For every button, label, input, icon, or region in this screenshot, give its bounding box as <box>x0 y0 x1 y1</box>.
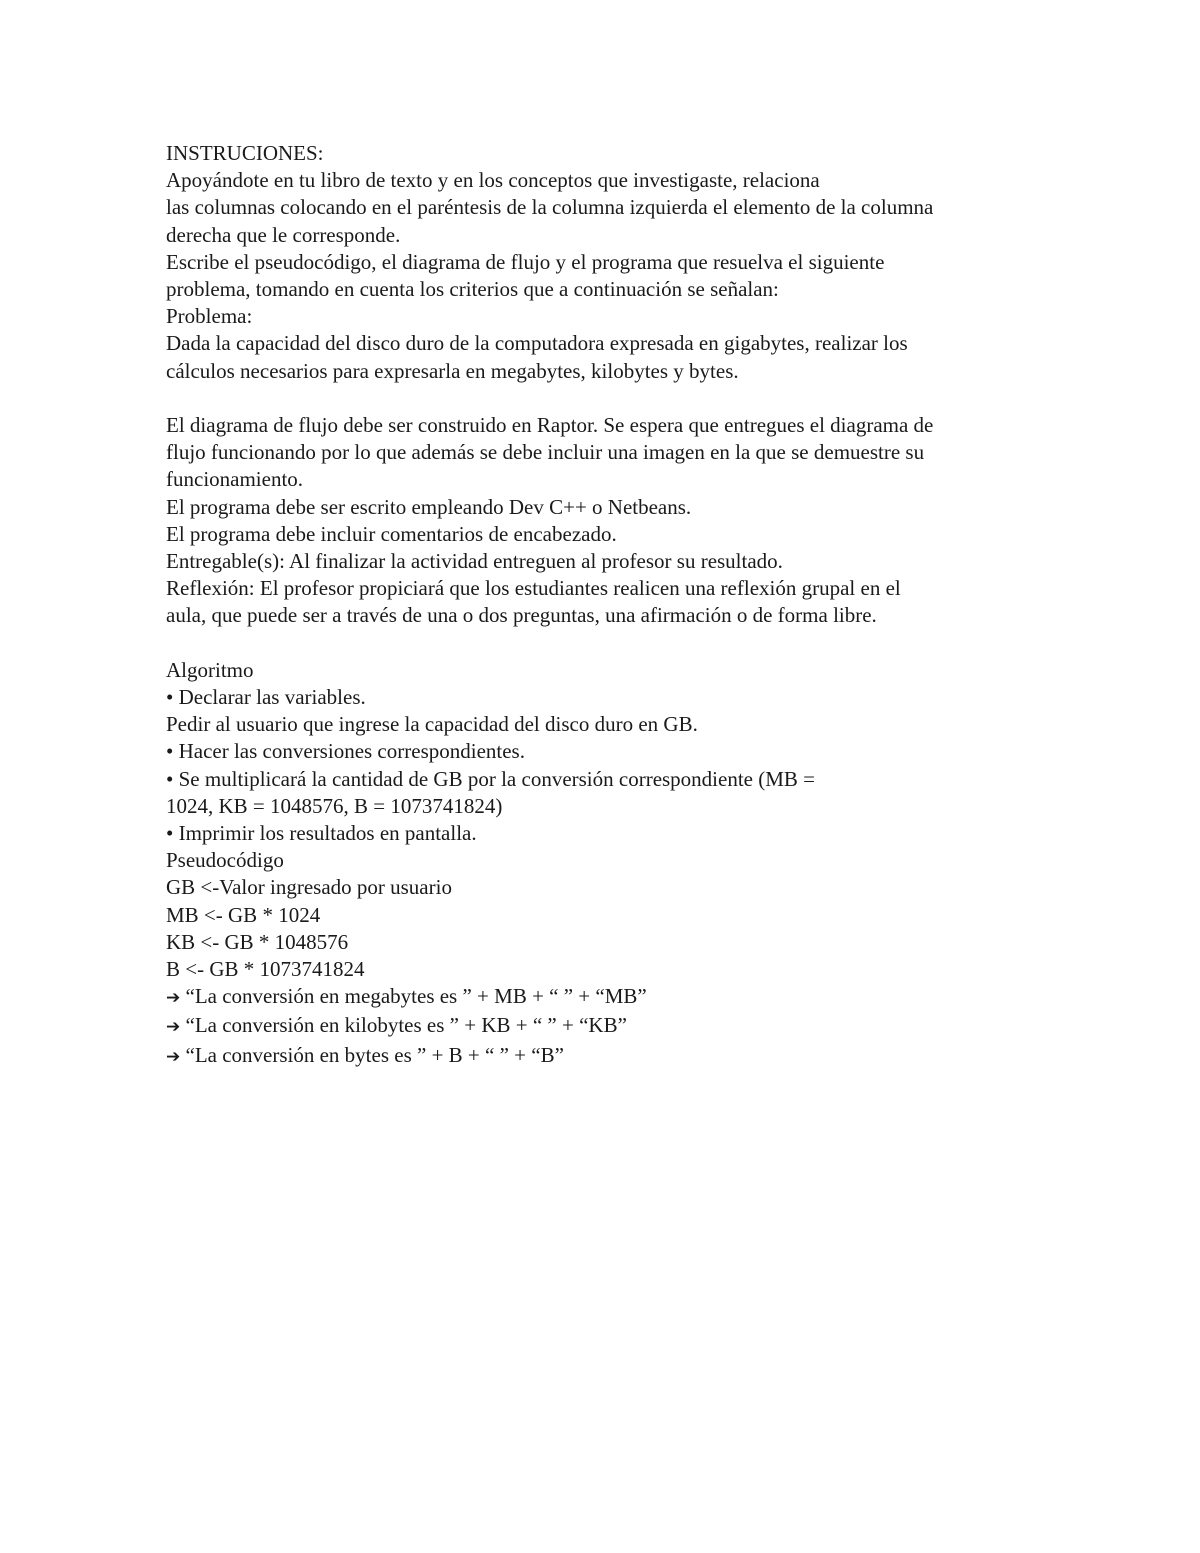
instructions-line: problema, tomando en cuenta los criterios que a continuación se señalan: <box>166 277 779 302</box>
output-text: “La conversión en kilobytes es ” + KB + “ ” + “KB” <box>185 1013 627 1038</box>
output-text: “La conversión en megabytes es ” + MB + “ ” + “MB” <box>185 984 647 1009</box>
instructions-line: Apoyándote en tu libro de texto y en los conceptos que investigaste, relaciona <box>166 168 820 193</box>
criteria-line: Reflexión: El profesor propiciará que los estudiantes realicen una reflexión grupal en el <box>166 576 901 601</box>
instructions-line: las columnas colocando en el paréntesis de la columna izquierda el elemento de la columna <box>166 195 934 220</box>
arrow-icon: ➔ <box>166 988 181 1009</box>
output-line <box>166 1012 1046 1041</box>
algorithm-step: • Hacer las conversiones correspondientes. <box>166 739 525 764</box>
instructions-line: derecha que le corresponde. <box>166 222 401 247</box>
criteria-line: El programa debe ser escrito empleando Dev C++ o Netbeans. <box>166 494 692 519</box>
pseudocode-line: B <- GB * 1073741824 <box>166 957 365 982</box>
algorithm-step: • Declarar las variables. <box>166 685 366 710</box>
algorithm-step: • Imprimir los resultados en pantalla. <box>166 821 477 846</box>
criteria-line: flujo funcionando por lo que además se debe incluir una imagen en la que se demuestre su <box>166 440 925 465</box>
pseudocode-heading: Pseudocódigo <box>166 848 284 873</box>
output-line <box>166 983 1046 1012</box>
problem-heading: Problema: <box>166 304 253 329</box>
criteria-line: aula, que puede ser a través de una o dos preguntas, una afirmación o de forma libre. <box>166 603 877 628</box>
document-body <box>166 140 1046 1071</box>
arrow-icon: ➔ <box>166 1017 181 1038</box>
algorithm-step: • Se multiplicará la cantidad de GB por la conversión correspondiente (MB = <box>166 766 816 791</box>
problem-line: cálculos necesarios para expresarla en megabytes, kilobytes y bytes. <box>166 358 739 383</box>
output-text: “La conversión en bytes es ” + B + “ ” + “B” <box>185 1042 564 1067</box>
pseudocode-line: GB <-Valor ingresado por usuario <box>166 875 452 900</box>
pseudocode-line: KB <- GB * 1048576 <box>166 929 349 954</box>
algorithm-step: 1024, KB = 1048576, B = 1073741824) <box>166 793 503 818</box>
criteria-line: El diagrama de flujo debe ser construido en Raptor. Se espera que entregues el diagrama de <box>166 413 934 438</box>
pseudocode-line: MB <- GB * 1024 <box>166 902 321 927</box>
criteria-line: Entregable(s): Al finalizar la actividad entreguen al profesor su resultado. <box>166 549 783 574</box>
arrow-icon: ➔ <box>166 1046 181 1067</box>
instructions-line: Escribe el pseudocódigo, el diagrama de flujo y el programa que resuelva el siguiente <box>166 249 885 274</box>
problem-line: Dada la capacidad del disco duro de la computadora expresada en gigabytes, realizar los <box>166 331 908 356</box>
output-line <box>166 1042 1046 1071</box>
criteria-line: funcionamiento. <box>166 467 304 492</box>
criteria-line: El programa debe incluir comentarios de encabezado. <box>166 521 617 546</box>
paragraph-spacer <box>166 630 1046 657</box>
algorithm-step: Pedir al usuario que ingrese la capacidad del disco duro en GB. <box>166 712 698 737</box>
paragraph-spacer <box>166 385 1046 412</box>
instructions-heading: INSTRUCIONES: <box>166 141 324 165</box>
algorithm-heading: Algoritmo <box>166 657 254 682</box>
